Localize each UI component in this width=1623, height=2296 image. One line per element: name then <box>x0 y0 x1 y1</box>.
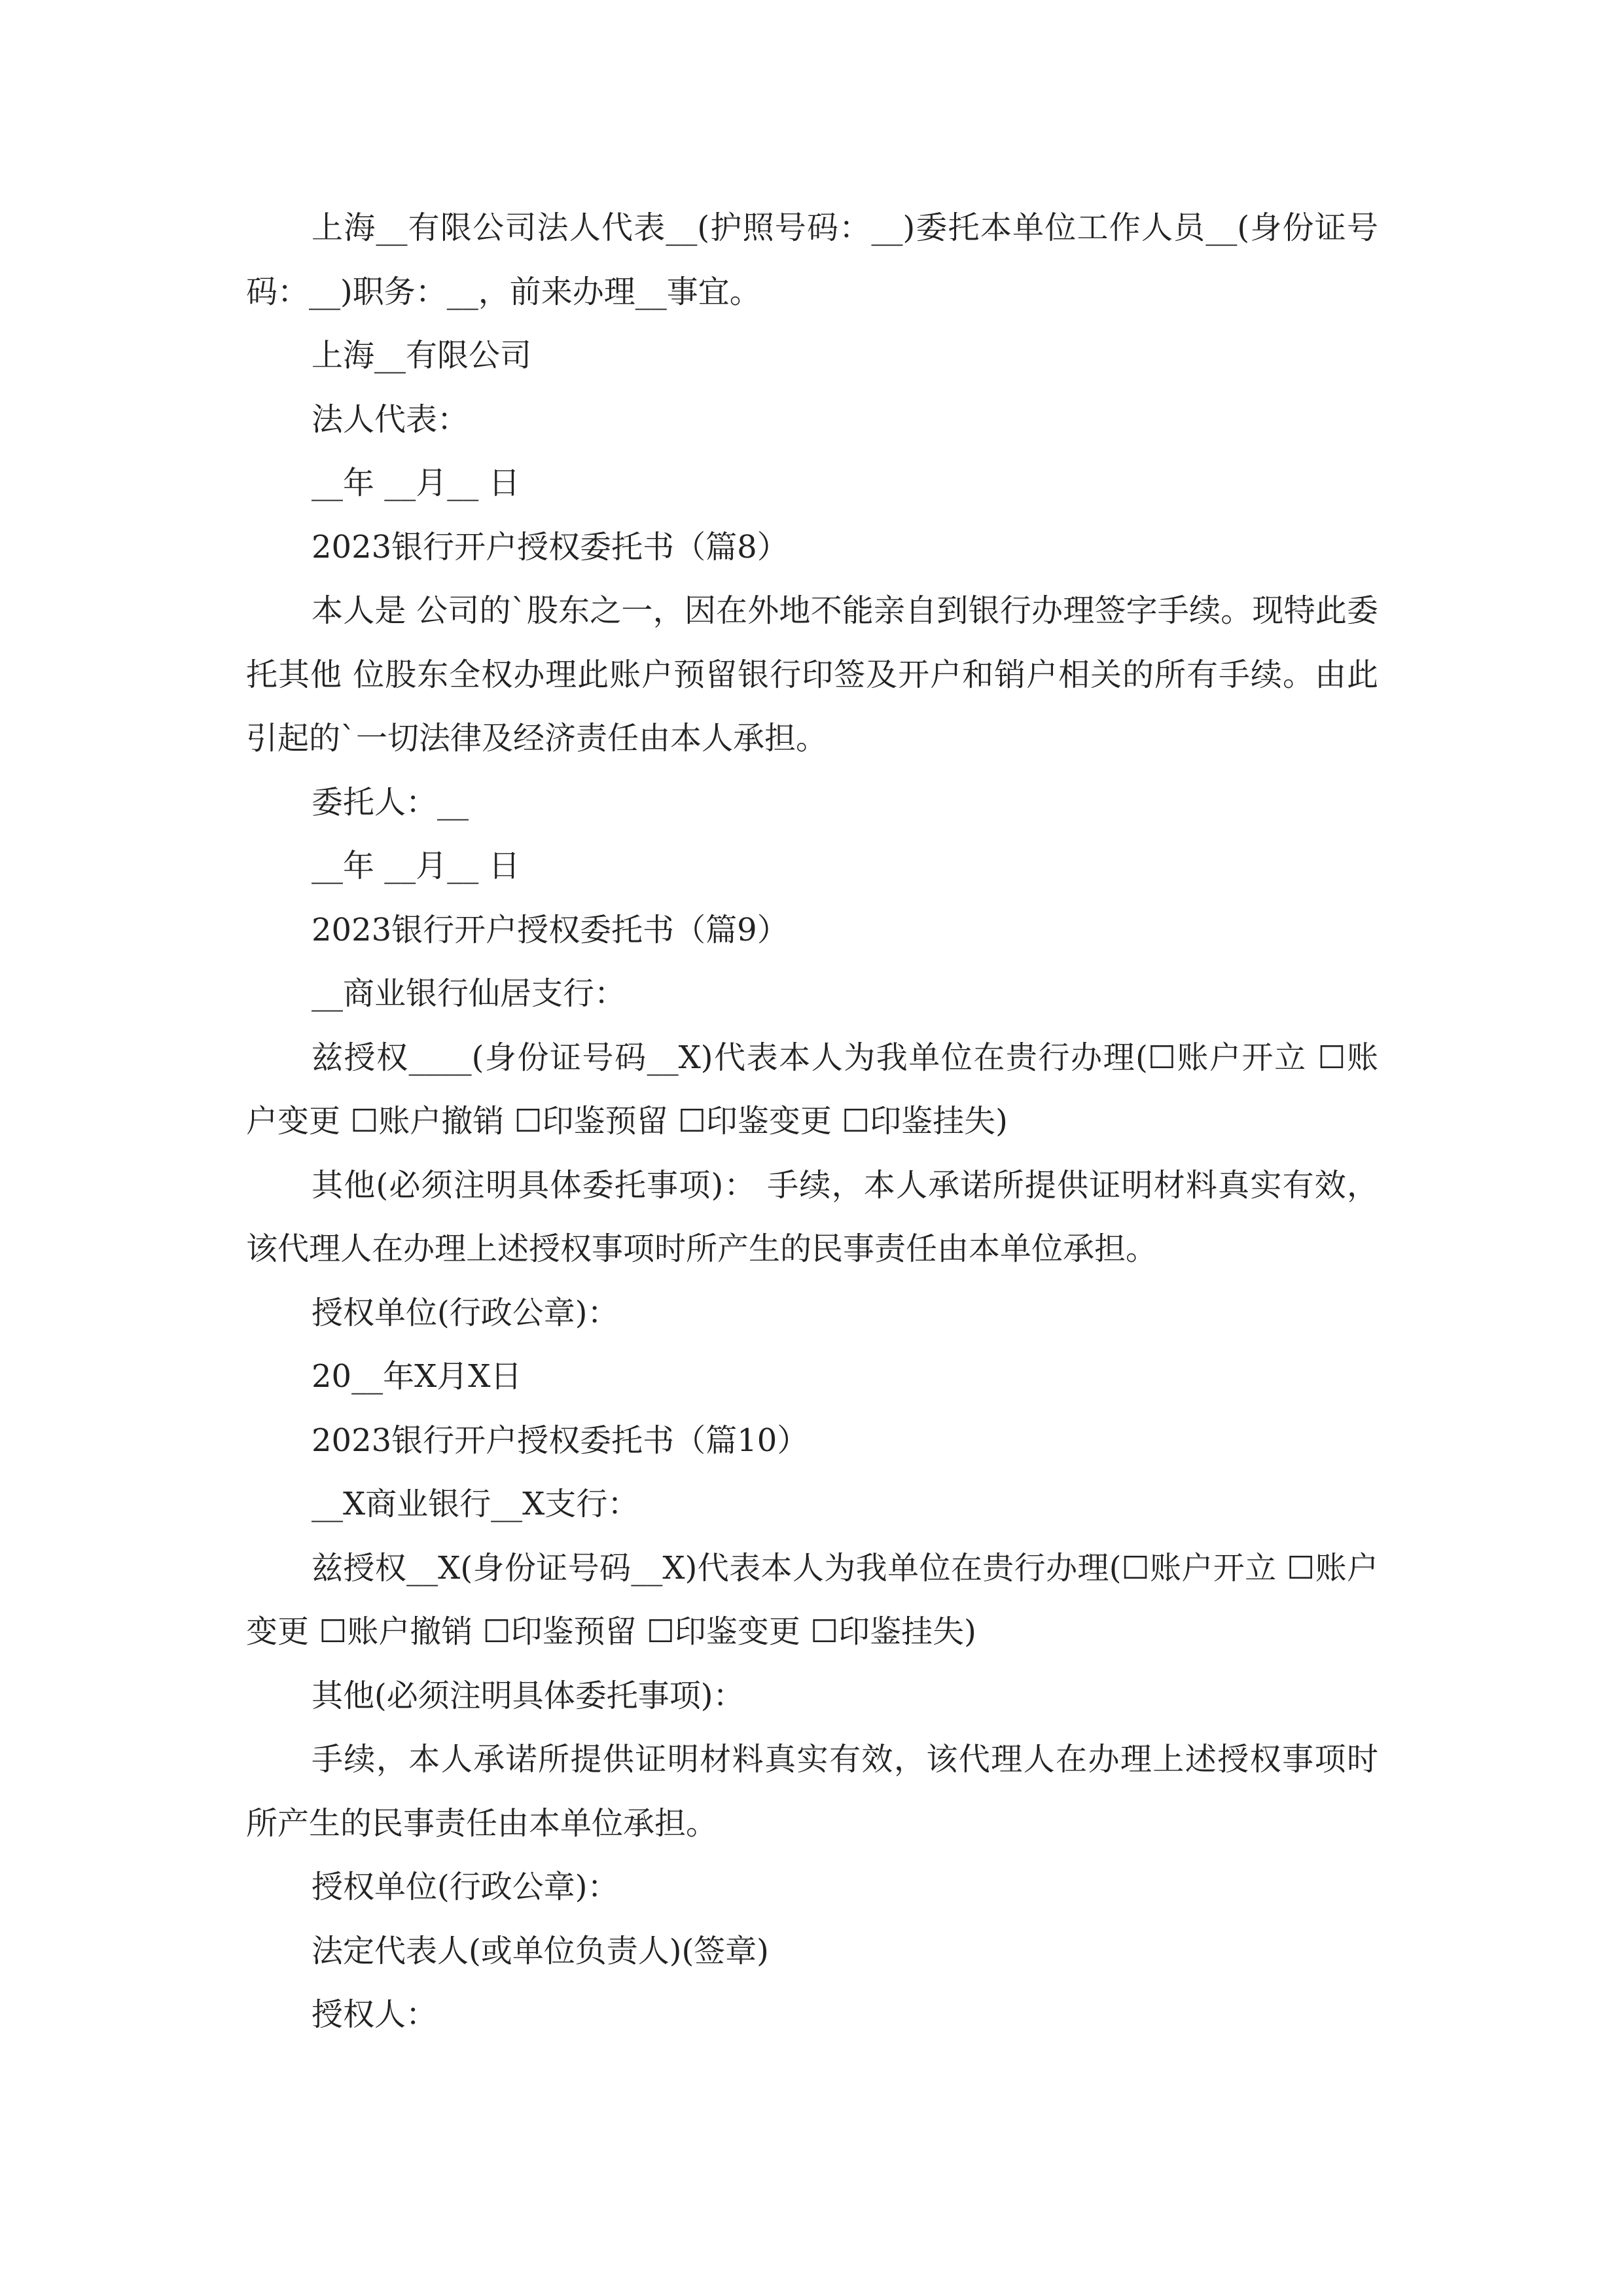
paragraph-other-matters: 其他(必须注明具体委托事项)： 手续，本人承诺所提供证明材料真实有效，该代理人在办理上述授权事项时所产生的民事责任由本单位承担。 <box>246 1166 1378 1267</box>
paragraph-authorization-scope: 兹授权____(身份证号码__X)代表本人为我单位在贵行办理(☐账户开立 ☐账户变更 ☐账户撤销 ☐印鉴预留 ☐印鉴变更 ☐印鉴挂失) <box>246 1039 1378 1139</box>
paragraph-bank-addressee: __X商业银行__X支行： <box>312 1486 639 1522</box>
paragraph-authorization-scope: 兹授权__X(身份证号码__X)代表本人为我单位在贵行办理(☐账户开立 ☐账户变更 ☐账户撤销 ☐印鉴预留 ☐印鉴变更 ☐印鉴挂失) <box>246 1549 1378 1650</box>
paragraph-authorization-statement: 上海__有限公司法人代表__(护照号码：__)委托本单位工作人员__(身份证号码：__)职务：__，前来办理__事宜。 <box>246 209 1378 310</box>
paragraph-responsibility-statement: 手续，本人承诺所提供证明材料真实有效，该代理人在办理上述授权事项时所产生的民事责任由本单位承担。 <box>246 1741 1378 1842</box>
paragraph-authorized-person: 授权人： <box>312 1996 438 2033</box>
paragraph-other-matters: 其他(必须注明具体委托事项)： <box>312 1677 745 1714</box>
section-heading-9: 2023银行开户授权委托书（篇9） <box>312 911 789 948</box>
paragraph-principal: 委托人：__ <box>312 783 469 821</box>
paragraph-legal-representative: 法人代表： <box>312 401 469 438</box>
paragraph-legal-representative-signature: 法定代表人(或单位负责人)(签章) <box>312 1932 769 1969</box>
paragraph-company-name: 上海__有限公司 <box>312 337 532 374</box>
paragraph-bank-addressee: __商业银行仙居支行： <box>312 975 626 1012</box>
paragraph-date-line: __年 __月__ 日 <box>312 848 520 884</box>
section-heading-10: 2023银行开户授权委托书（篇10） <box>312 1422 809 1459</box>
document-body <box>246 196 1378 2047</box>
paragraph-date-line: 20__年X月X日 <box>312 1358 522 1395</box>
paragraph-authorizing-unit: 授权单位(行政公章)： <box>312 1294 619 1331</box>
section-heading-8: 2023银行开户授权委托书（篇8） <box>312 528 789 565</box>
paragraph-shareholder-statement: 本人是 公司的`股东之一，因在外地不能亲自到银行办理签字手续。现特此委托其他 位股东全权办理此账户预留银行印签及开户和销户相关的所有手续。由此引起的`一切法律及经济责任由本人承担。 <box>246 592 1378 757</box>
paragraph-authorizing-unit: 授权单位(行政公章)： <box>312 1869 619 1905</box>
paragraph-date-line: __年 __月__ 日 <box>312 465 520 501</box>
